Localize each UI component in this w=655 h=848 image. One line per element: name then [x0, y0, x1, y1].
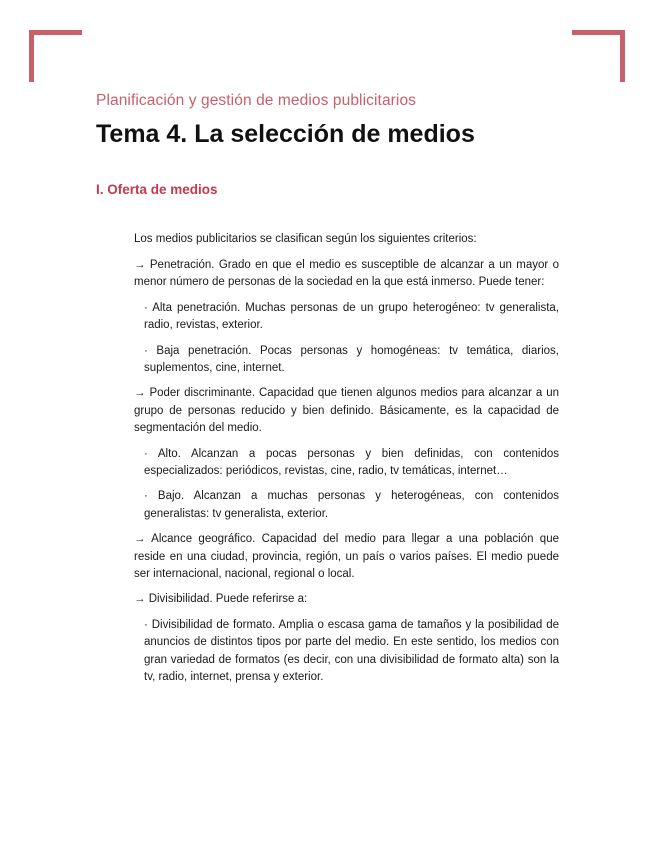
- intro-paragraph: Los medios publicitarios se clasifican según los siguientes criterios:: [134, 233, 477, 245]
- body-text: [134, 231, 559, 694]
- corner-mark-top-right-vertical: [620, 30, 625, 82]
- criterion-alcance-geografico: → Alcance geográfico. Capacidad del medio para llegar a una población que reside en una ciudad, provincia, región, un país o varios países. El medio puede ser internacional, nacional, regional o local.: [134, 533, 559, 580]
- corner-mark-top-left-vertical: [29, 30, 34, 82]
- sub-item-bajo: · Bajo. Alcanzan a muchas personas y heterogéneas, con contenidos generalistas: tv generalista, exterior.: [144, 490, 559, 520]
- criterion-poder-discriminante: → Poder discriminante. Capacidad que tienen algunos medios para alcanzar a un grupo de personas reducido y bien definido. Básicamente, es la capacidad de segmentación del medio.: [134, 387, 559, 434]
- sub-item-divisibilidad-formato: · Divisibilidad de formato. Amplia o escasa gama de tamaños y la posibilidad de anuncios de distintos tipos por parte del medio. En este sentido, los medios con gran variedad de formatos (es decir, con una divisibilidad de formato alta) son la tv, radio, internet, prensa y exterior.: [144, 619, 559, 683]
- criterion-divisibilidad: → Divisibilidad. Puede referirse a:: [134, 593, 308, 606]
- document-subtitle: Planificación y gestión de medios publicitarios: [96, 92, 417, 109]
- section-heading: I. Oferta de medios: [96, 182, 218, 197]
- page-title: Tema 4. La selección de medios: [96, 120, 475, 148]
- sub-item-alto: · Alto. Alcanzan a pocas personas y bien definidas, con contenidos especializados: periódicos, revistas, cine, radio, tv temáticas, internet…: [144, 447, 559, 477]
- sub-item-baja-penetracion: · Baja penetración. Pocas personas y homogéneas: tv temática, diarios, suplementos, cine, internet.: [144, 344, 559, 374]
- corner-mark-top-right: [572, 30, 625, 35]
- corner-mark-top-left: [29, 30, 82, 35]
- sub-item-alta-penetracion: · Alta penetración. Muchas personas de un grupo heterogéneo: tv generalista, radio, revistas, exterior.: [144, 301, 559, 331]
- criterion-penetracion: → Penetración. Grado en que el medio es susceptible de alcanzar a un mayor o menor número de personas de la sociedad en la que está inmerso. Puede tener:: [134, 258, 559, 288]
